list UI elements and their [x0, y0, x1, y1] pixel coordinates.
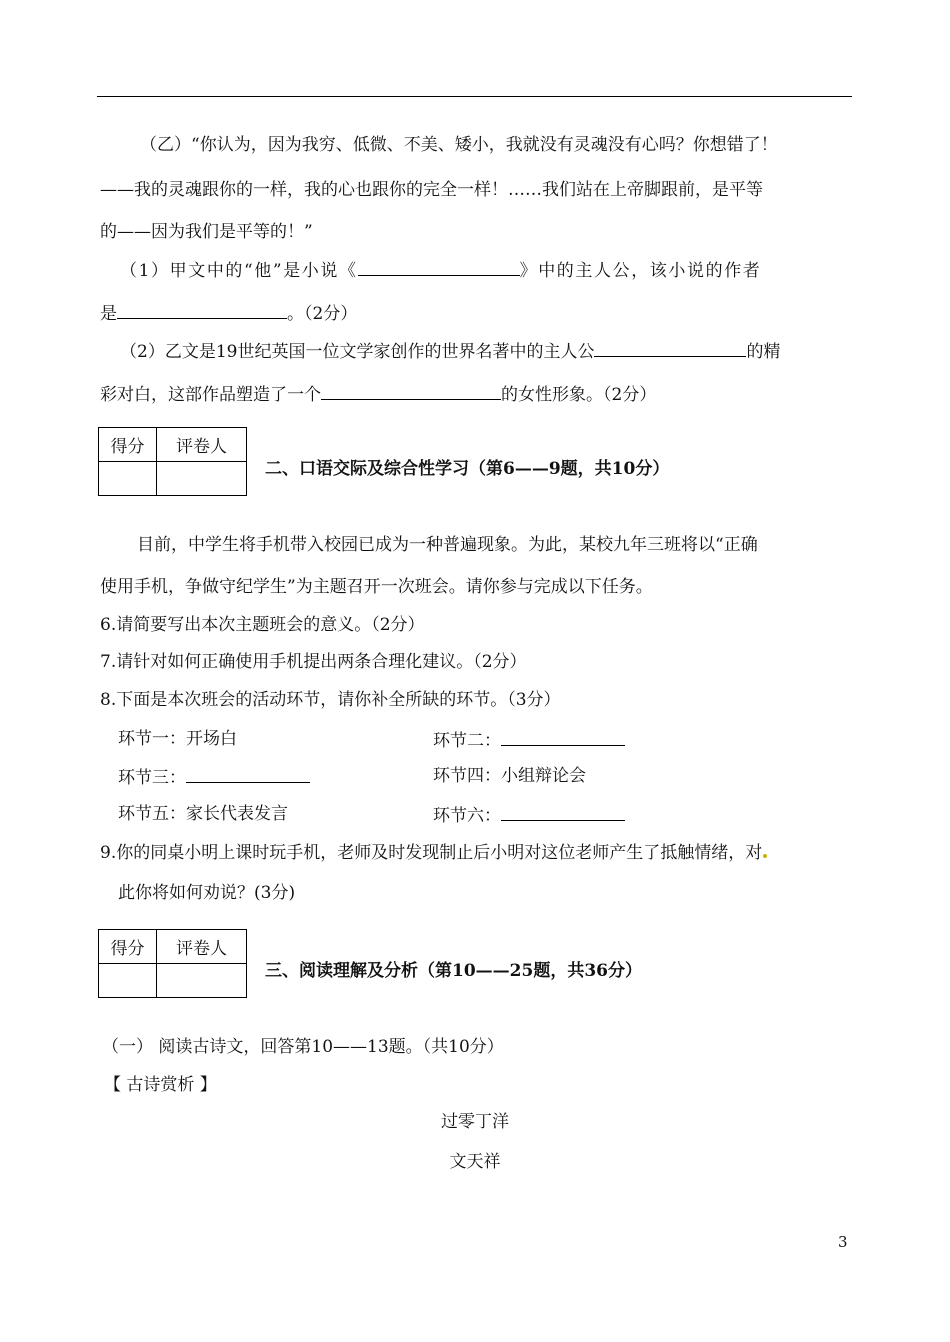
- poem-author: 文天祥: [449, 1152, 501, 1172]
- section-2-intro-line2: 使用手机，争做守纪学生”为主题召开一次班会。请你参与完成以下任务。: [100, 577, 653, 597]
- q1-text-c: 是: [100, 304, 117, 324]
- grader-cell[interactable]: [157, 964, 247, 998]
- step-5: 环节五：家长代表发言: [118, 804, 288, 824]
- question-8: 8.下面是本次班会的活动环节，请你补全所缺的环节。（3分）: [100, 690, 561, 710]
- step-1: 环节一：开场白: [118, 729, 237, 749]
- question-2-line1: [120, 339, 872, 363]
- q2-text-d: 的女性形象。（2分）: [501, 385, 657, 405]
- q1-author-blank[interactable]: [117, 301, 287, 319]
- question-9-text: 9.你的同桌小明上课时玩手机，老师及时发现制止后小明对这位老师产生了抵触情绪，对: [100, 843, 763, 863]
- section-2-intro-line1: 目前，中学生将手机带入校园已成为一种普遍现象。为此，某校九年三班将以“正确: [137, 535, 758, 555]
- grader-header: 评卷人: [157, 428, 247, 462]
- step-3: [118, 765, 310, 789]
- poem-label: 【 古诗赏析 】: [104, 1075, 217, 1095]
- q1-novel-blank[interactable]: [358, 258, 520, 276]
- marker-dot: [763, 854, 767, 858]
- passage-yi-line3: 的——因为我们是平等的！”: [100, 222, 313, 242]
- step-2-blank[interactable]: [501, 728, 625, 746]
- question-2-line2: [100, 382, 852, 406]
- passage-yi-line2: ——我的灵魂跟你的一样，我的心也跟你的完全一样！……我们站在上帝脚跟前，是平等: [100, 180, 763, 200]
- question-6: 6.请简要写出本次主题班会的意义。（2分）: [100, 615, 425, 635]
- grader-cell[interactable]: [157, 462, 247, 496]
- poem-title: 过零丁洋: [441, 1112, 509, 1132]
- question-9-line2: 此你将如何劝说？(3分): [118, 883, 296, 903]
- score-cell[interactable]: [99, 964, 157, 998]
- step-2: [433, 728, 625, 752]
- step-3-blank[interactable]: [186, 765, 310, 783]
- q2-protagonist-blank[interactable]: [594, 339, 746, 357]
- step-2-label: 环节二：: [433, 731, 501, 751]
- q2-text-a: （2）乙文是19世纪英国一位文学家创作的世界名著中的主人公: [120, 342, 595, 362]
- section-3-sub1: （一） 阅读古诗文，回答第10——13题。（共10分）: [102, 1037, 504, 1057]
- grader-header: 评卷人: [157, 930, 247, 964]
- step-4: 环节四：小组辩论会: [433, 766, 586, 786]
- q2-text-c: 彩对白，这部作品塑造了一个: [100, 385, 321, 405]
- section-3-heading: 三、阅读理解及分析（第10——25题，共36分）: [265, 961, 642, 981]
- header-rule: [97, 96, 852, 97]
- section-2-heading: 二、口语交际及综合性学习（第6——9题，共10分）: [265, 459, 670, 479]
- score-table-1: [98, 427, 247, 496]
- score-cell[interactable]: [99, 462, 157, 496]
- q2-image-blank[interactable]: [321, 382, 501, 400]
- step-3-label: 环节三：: [118, 768, 186, 788]
- question-1-line1: [120, 258, 872, 282]
- step-6: [433, 803, 625, 827]
- q2-text-b: 的精: [746, 342, 781, 362]
- question-1-line2: [100, 301, 852, 325]
- passage-yi-line1: （乙）“你认为，因为我穷、低微、不美、矮小，我就没有灵魂没有心吗？你想错了！: [140, 135, 778, 155]
- step-6-label: 环节六：: [433, 806, 501, 826]
- q1-text-d: 。（2分）: [287, 304, 358, 324]
- score-table-2: [98, 929, 247, 998]
- score-header: 得分: [99, 930, 157, 964]
- question-7: 7.请针对如何正确使用手机提出两条合理化建议。（2分）: [100, 652, 527, 672]
- page-number: 3: [838, 1233, 848, 1251]
- q1-text-b: 》中的主人公，该小说的作者: [519, 261, 762, 281]
- q1-text-a: （1）甲文中的“他”是小说《: [120, 261, 358, 281]
- question-9-line1: [100, 842, 852, 864]
- step-6-blank[interactable]: [501, 803, 625, 821]
- score-header: 得分: [99, 428, 157, 462]
